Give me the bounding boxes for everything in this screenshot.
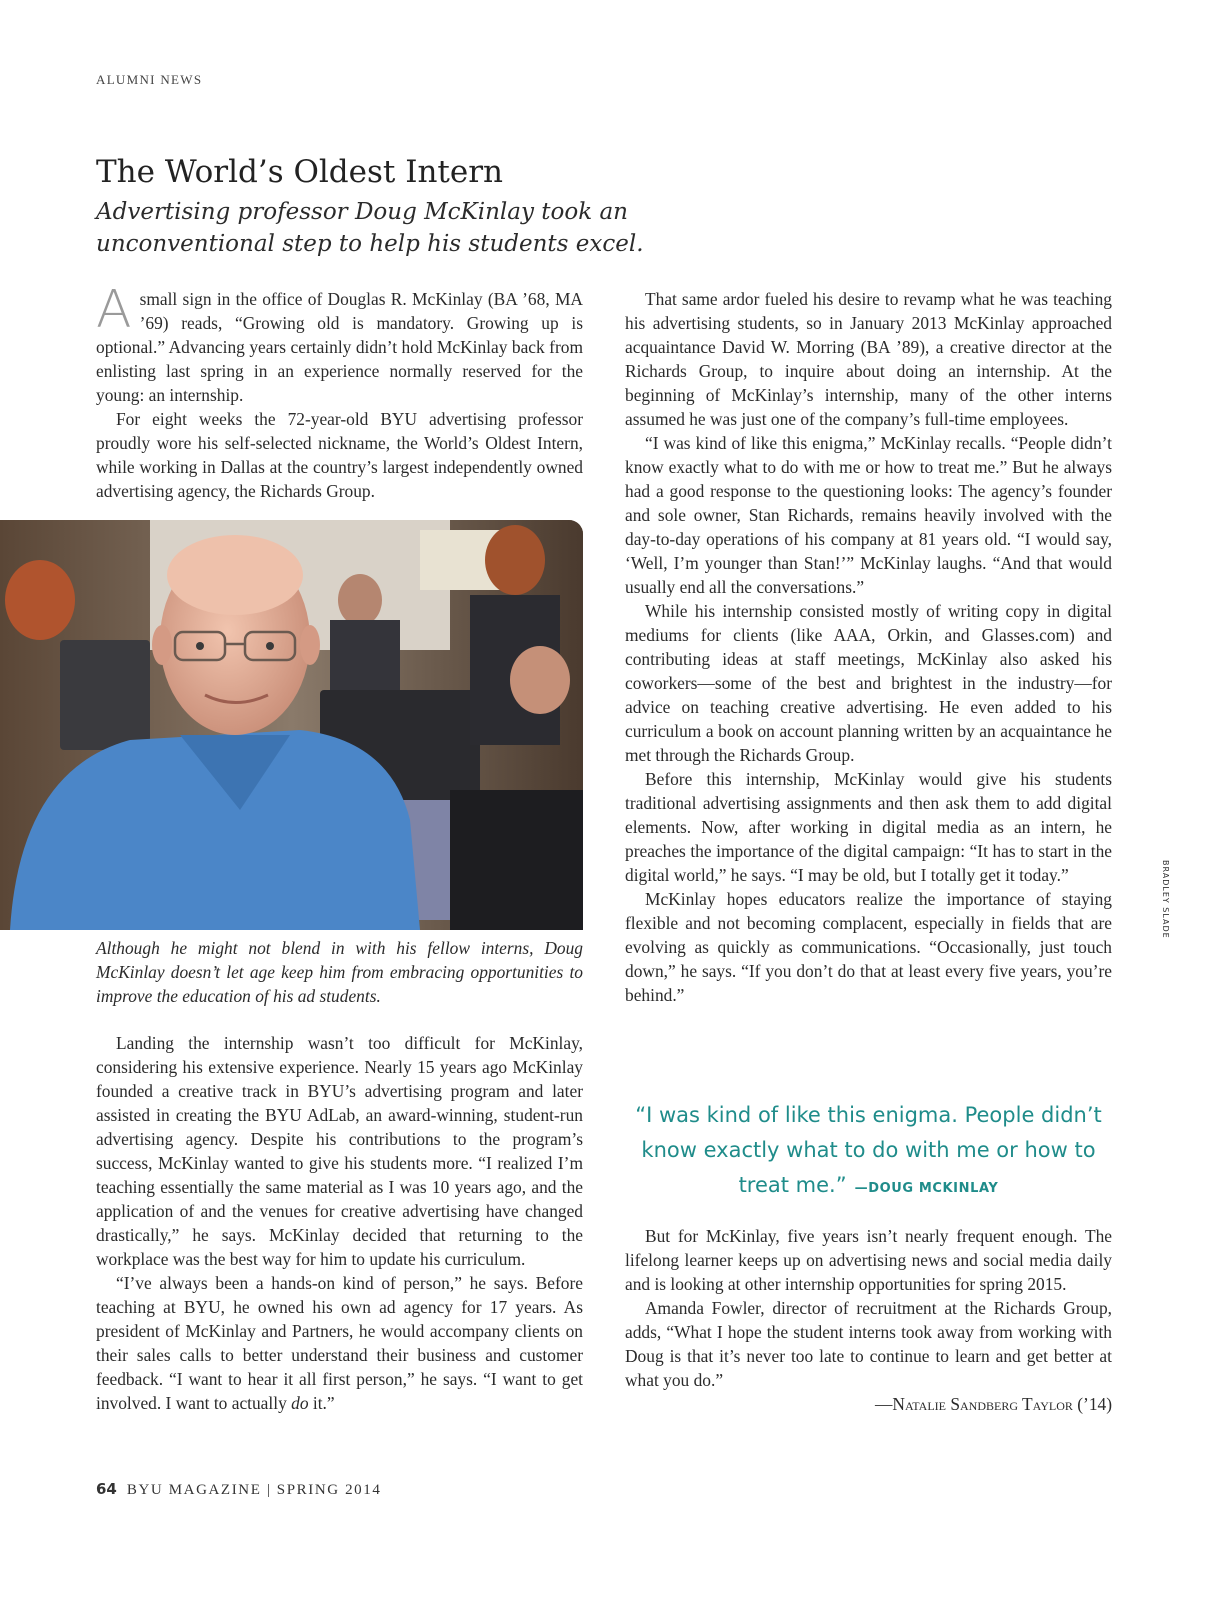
body-paragraph bbox=[96, 1271, 583, 1415]
page-footer bbox=[96, 1480, 382, 1499]
author-signature: —Natalie Sandberg Taylor (’14) bbox=[875, 1394, 1112, 1414]
drop-cap: A bbox=[96, 280, 132, 340]
portrait-photo bbox=[0, 520, 583, 930]
body-paragraph: But for McKinlay, five years isn’t nearly frequent enough. The lifelong learner keeps up on advertising news and social media daily and is looking at other internship opportunities for spring 2015. bbox=[625, 1226, 1112, 1294]
pull-quote bbox=[625, 1098, 1112, 1206]
page-number: 64 bbox=[96, 1480, 117, 1498]
body-paragraph: While his internship consisted mostly of writing copy in digital mediums for clients (like AAA, Orkin, and Glasses.com) and contributing ideas at staff meetings, McKinlay also asked his coworkers—some of the best and brightest in the industry—for advice on teaching creative advertising. He even added to his curriculum a book on account planning written by an acquaintance he met through the Richards Group. bbox=[625, 601, 1112, 765]
right-column-top bbox=[625, 287, 1112, 1007]
publication-name: BYU MAGAZINE | SPRING 2014 bbox=[126, 1482, 382, 1498]
right-column-bottom bbox=[625, 1224, 1112, 1416]
body-paragraph: That same ardor fueled his desire to revamp what he was teaching his advertising students, so in January 2013 McKinlay approached acquaintance David W. Morring (BA ’89), a creative director at the Richards Group, to inquire about doing an internship. At the beginning of McKinlay’s internship, many of the other interns assumed he was just one of the company’s full-time employees. bbox=[625, 289, 1112, 429]
body-paragraph: Landing the internship wasn’t too difficult for McKinlay, considering his extensive experience. Nearly 15 years ago McKinlay founded a creative track in BYU’s advertising program and later assisted in creating the BYU AdLab, an award-winning, student-run advertising agency. Despite his contributions to the program’s success, McKinlay wanted to give his students more. “I realized I’m teaching essentially the same material as I was 10 years ago, and the application of and the venues for creative advertising have changed drastically,” he says. McKinlay decided that returning to the workplace was the best way for him to update his curriculum. bbox=[96, 1033, 583, 1269]
intro-paragraph bbox=[96, 280, 583, 407]
section-label: ALUMNI NEWS bbox=[96, 72, 203, 87]
body-paragraph: Before this internship, McKinlay would give his students traditional advertising assignments and then ask them to add digital elements. Now, after working in digital media as an intern, he preaches the importance of the digital campaign: “It has to start in the digital world,” he says. “I may be old, but I totally get it today.” bbox=[625, 769, 1112, 885]
photo-credit: BRADLEY SLADE bbox=[1161, 860, 1170, 939]
body-text: it.” bbox=[308, 1393, 335, 1413]
body-paragraph: McKinlay hopes educators realize the importance of staying flexible and not becoming complacent, especially in fields that are evolving as quickly as communications. “Occasionally, just touch down,” he says. “If you don’t do that at least every five years, you’re behind.” bbox=[625, 889, 1112, 1005]
body-paragraph: Amanda Fowler, director of recruitment at the Richards Group, adds, “What I hope the student interns took away from working with Doug is that it’s never too late to continue to learn and get better at what you do.” bbox=[625, 1298, 1112, 1390]
intro-text: small sign in the office of Douglas R. McKinlay (BA ’68, MA ’69) reads, “Growing old is mandatory. Growing up is optional.” Advancing years certainly didn’t hold McKinlay back from enlisting last spring in an experience normally reserved for the young: an internship. bbox=[96, 289, 583, 405]
article-title: The World’s Oldest Intern bbox=[96, 154, 503, 190]
left-column-top bbox=[96, 280, 583, 503]
body-paragraph: “I was kind of like this enigma,” McKinlay recalls. “People didn’t know exactly what to do with me or how to treat me.” But he always had a good response to the questioning looks: The agency’s founder and sole owner, Stan Richards, remains heavily involved with the day-to-day operations of his company at 81 years old. “I would say, ‘Well, I’m younger than Stan!’” McKinlay laughs. “And that would usually end all the conversations.” bbox=[625, 433, 1112, 597]
body-text: “I’ve always been a hands-on kind of person,” he says. Before teaching at BYU, he owned his own ad agency for 17 years. As president of McKinlay and Partners, he would accompany clients on their sales calls to better understand their business and customer feedback. “I want to hear it all first person,” he says. “I want to get involved. I want to actually bbox=[96, 1273, 583, 1413]
photo-caption: Although he might not blend in with his fellow interns, Doug McKinlay doesn’t let age keep him from embracing opportunities to improve the education of his ad students. bbox=[96, 938, 583, 1006]
body-paragraph: For eight weeks the 72-year-old BYU advertising professor proudly wore his self-selected nickname, the World’s Oldest Intern, while working in Dallas at the country’s largest independently owned advertising agency, the Richards Group. bbox=[96, 409, 583, 501]
emphasis-text: do bbox=[291, 1393, 309, 1413]
article-subtitle: Advertising professor Doug McKinlay took an unconventional step to help his students excel. bbox=[96, 199, 644, 257]
pull-quote-text: “I was kind of like this enigma. People didn’t know exactly what to do with me or how to treat me.” bbox=[635, 1103, 1102, 1197]
pull-quote-attribution: —DOUG MCKINLAY bbox=[854, 1181, 999, 1196]
left-column-bottom bbox=[96, 1031, 583, 1415]
photo-illustration bbox=[0, 520, 583, 930]
